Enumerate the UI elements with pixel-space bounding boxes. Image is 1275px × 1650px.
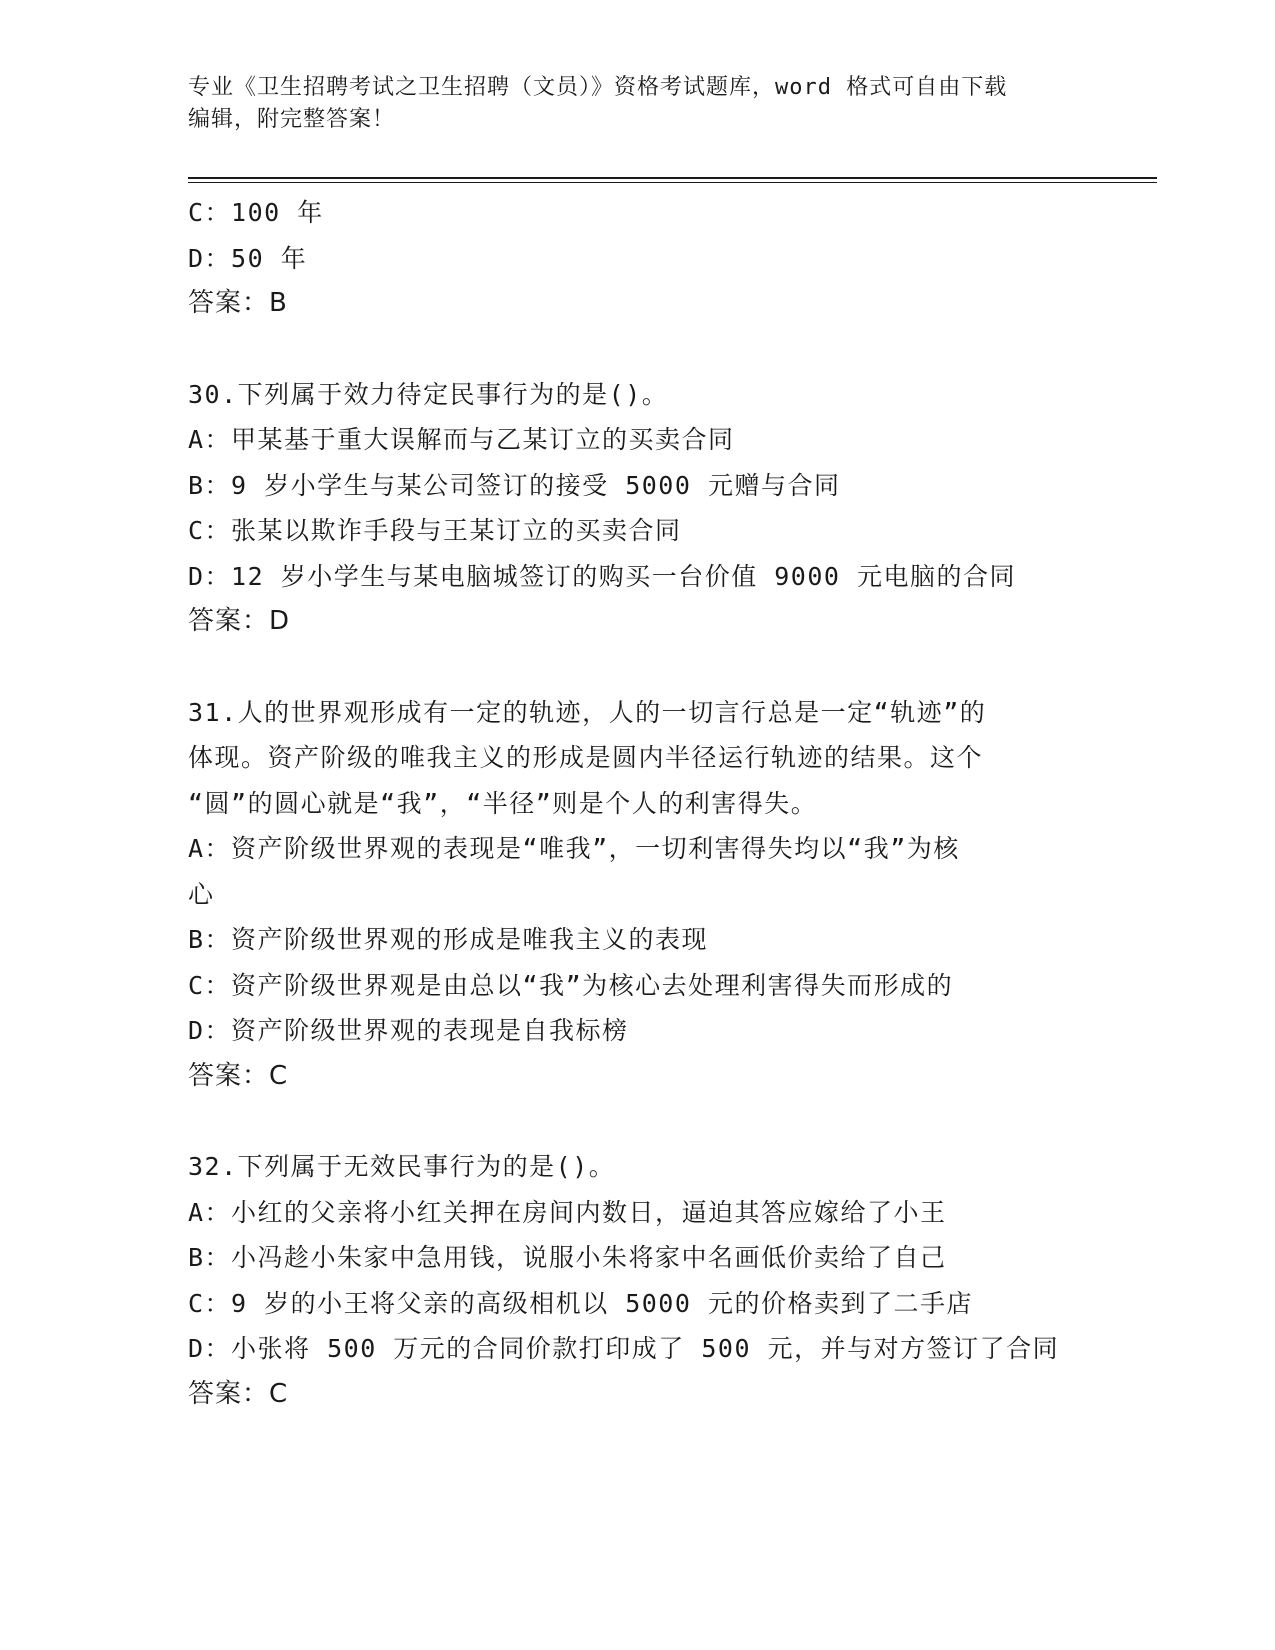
question-text-line-2: 体现。资产阶级的唯我主义的形成是圆内半径运行轨迹的结果。这个 (188, 743, 984, 772)
option-c: C：张某以欺诈手段与王某订立的买卖合同 (188, 516, 682, 545)
question-text-line-1: 31.人的世界观形成有一定的轨迹，人的一切言行总是一定“轨迹”的 (188, 697, 987, 727)
question-text: 32.下列属于无效民事行为的是()。 (188, 1152, 616, 1181)
question-31 (188, 690, 1088, 1100)
option-d: D：12 岁小学生与某电脑城签订的购买一台价值 9000 元电脑的合同 (188, 561, 1017, 591)
answer-line: 答案：D (188, 606, 291, 636)
option-c: C：9 岁的小王将父亲的高级相机以 5000 元的价格卖到了二手店 (188, 1288, 973, 1318)
option-a: A：甲某基于重大误解而与乙某订立的买卖合同 (188, 425, 735, 454)
answer-line: 答案：B (188, 288, 288, 318)
header-divider-thin (188, 182, 1157, 183)
option-d: D：小张将 500 万元的合同价款打印成了 500 元，并与对方签订了合同 (188, 1334, 1060, 1363)
option-a-line-2: 心 (188, 879, 215, 909)
option-c: C：资产阶级世界观是由总以“我”为核心去处理利害得失而形成的 (188, 970, 954, 1000)
answer-line: 答案：C (188, 1378, 289, 1409)
question-text-line-3: “圆”的圆心就是“我”，“半径”则是个人的利害得失。 (188, 788, 818, 818)
answer-line: 答案：C (188, 1060, 289, 1091)
option-a-line-1: A：资产阶级世界观的表现是“唯我”，一切利害得失均以“我”为核 (188, 834, 960, 863)
question-30 (188, 372, 1088, 645)
option-b: B：资产阶级世界观的形成是唯我主义的表现 (188, 925, 709, 954)
option-a: A：小红的父亲将小红关押在房间内数日，逼迫其答应嫁给了小王 (188, 1197, 947, 1227)
question-32 (188, 1144, 1088, 1417)
header-line-2: 编辑，附完整答案！ (188, 107, 396, 132)
option-d: D：资产阶级世界观的表现是自我标榜 (188, 1016, 629, 1045)
option-d: D：50 年 (188, 243, 308, 273)
header-divider (188, 177, 1157, 179)
option-b: B：小冯趁小朱家中急用钱，说服小朱将家中名画低价卖给了自己 (188, 1243, 947, 1272)
question-content (188, 190, 1088, 1417)
option-c: C：100 年 (188, 198, 324, 227)
question-text: 30.下列属于效力待定民事行为的是()。 (188, 379, 669, 409)
previous-question-tail (188, 190, 1088, 327)
document-header (188, 72, 1088, 136)
header-line-1: 专业《卫生招聘考试之卫生招聘（文员）》资格考试题库，word 格式可自由下载 (188, 75, 1008, 100)
option-b: B：9 岁小学生与某公司签订的接受 5000 元赠与合同 (188, 470, 841, 500)
